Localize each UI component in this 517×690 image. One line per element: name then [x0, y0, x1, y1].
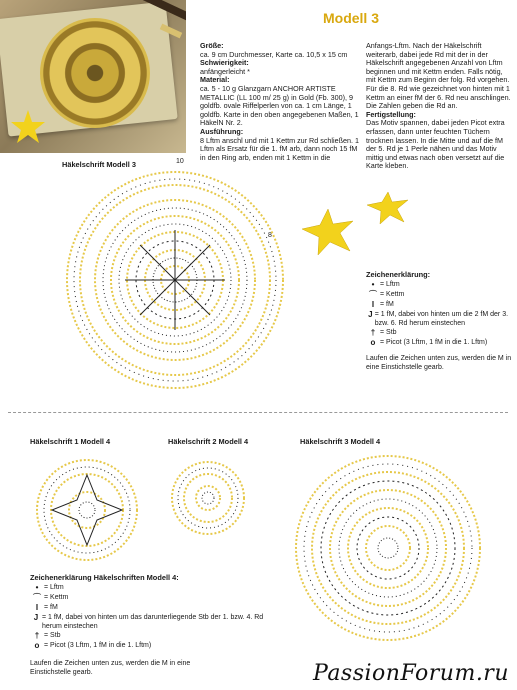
- instructions-column: [366, 42, 514, 171]
- crochet-chart-modell3: [60, 165, 290, 395]
- legend-item: I = fM: [35, 603, 58, 612]
- star-cutout-small-icon: [364, 190, 412, 226]
- star-decoration-icon: [8, 108, 48, 148]
- material-text: ca. 5 - 10 g Glanzgarn ANCHOR ARTISTE METALLIC (LL 100 m/ 25 g) in Gold (Fb. 300), 9 goldfb. ovale Riffelperlen von ca. 1 cm Länge, 1 goldfb. Karte in den oben angegebenen Maßen, 1 HäkelN Nr. 2.: [200, 83, 359, 128]
- legend-note: Laufen die Zeichen unten zus, werden die M in eine Einstichstelle gearb.: [366, 355, 512, 371]
- difficulty-heading: Schwierigkeit:: [200, 58, 249, 68]
- legend-title: Zeichenerklärung:: [366, 270, 431, 279]
- section-divider: [8, 412, 508, 413]
- crochet-chart-3-modell4: [290, 448, 486, 648]
- legend-item: o = Picot (3 Lftm, 1 fM in die 1. Lftm): [34, 641, 152, 650]
- difficulty-text: anfängerleicht *: [200, 66, 250, 76]
- instructions-text: Anfangs-Lftm. Nach der Häkelschrift weiterarb, dabei jede Rd mit der in der Häkelschrift angegebenen Anzahl von Lftm beginnen und mit Kettm enden. Falls nötig, mit Kettm zum Beginn der folg. Rd vorgehen. Für die 8. Rd wie gezeichnet von hinten mit 1 Kettm an einer fM der 6. Rd neu anschlingen. Die Zahlen geben die Rd an.: [366, 41, 511, 111]
- finishing-text: Das Motiv spannen, dabei jeden Picot extra erfassen, dann unter feuchten Tüchern trocknen lassen. In die Mitte und auf die fM der 5. Rd je 1 Perle nähen und das Motiv mittig und etwas nach oben versetzt auf die Karte kleben.: [366, 118, 505, 171]
- diagram-label-2: Häkelschrift 2 Modell 4: [168, 437, 249, 446]
- legend-modell3: [366, 270, 516, 372]
- round-marker-10: 10: [176, 158, 184, 165]
- size-text: ca. 9 cm Durchmesser, Karte ca. 10,5 x 15 cm: [200, 49, 348, 59]
- crochet-chart-2-modell4: [168, 458, 248, 538]
- legend-item: • = Lftm: [35, 583, 64, 592]
- crochet-chart-1-modell4: [32, 455, 142, 565]
- finishing-heading: Fertigstellung:: [366, 109, 416, 119]
- watermark: PassionForum.ru: [313, 661, 509, 686]
- legend-item: J = 1 fM, dabei von hinten um die 2 fM der 3. bzw. 6. Rd herum einstechen: [368, 310, 509, 327]
- legend-item: † = Stb: [370, 328, 397, 337]
- legend-item: I = fM: [371, 300, 394, 309]
- diagram-label-1: Häkelschrift 1 Modell 4: [30, 437, 111, 446]
- diagram-label-modell3: Häkelschrift Modell 3: [62, 160, 136, 169]
- crochet-doily: [40, 18, 150, 128]
- round-marker-8: 8: [268, 232, 272, 239]
- size-heading: Größe:: [200, 41, 224, 50]
- legend-note: Laufen die Zeichen unten zus, werden die M in eine Einstichstelle gearb.: [30, 660, 191, 676]
- legend-title: Zeichenerklärung Häkelschriften Modell 4:: [30, 573, 179, 582]
- legend-item: o = Picot (3 Lftm, 1 fM in die 1. Lftm): [370, 338, 488, 347]
- legend-item: • = Lftm: [371, 280, 400, 289]
- page-title: Modell 3: [322, 10, 379, 26]
- execution-text: 8 Lftm anschl und mit 1 Kettm zur Rd schließen. 1 Lftm als Ersatz für die 1. fM arb, dann noch 15 fM in den Ring arb, enden mit 1 Kettm in die: [200, 135, 359, 162]
- materials-column: [200, 42, 360, 162]
- star-cutout-large-icon: [298, 207, 358, 257]
- legend-item: ⌒ = Kettm: [369, 290, 405, 299]
- legend-modell4: [30, 573, 280, 677]
- material-heading: Material:: [200, 75, 230, 85]
- legend-item: J = 1 fM, dabei von hinten um das darunterliegende Stb der 1. bzw. 4. Rd herum einstechen: [33, 613, 264, 630]
- legend-item: † = Stb: [34, 631, 61, 640]
- legend-item: ⌒ = Kettm: [33, 593, 69, 602]
- execution-heading: Ausführung:: [200, 126, 244, 136]
- diagram-label-3: Häkelschrift 3 Modell 4: [300, 437, 381, 446]
